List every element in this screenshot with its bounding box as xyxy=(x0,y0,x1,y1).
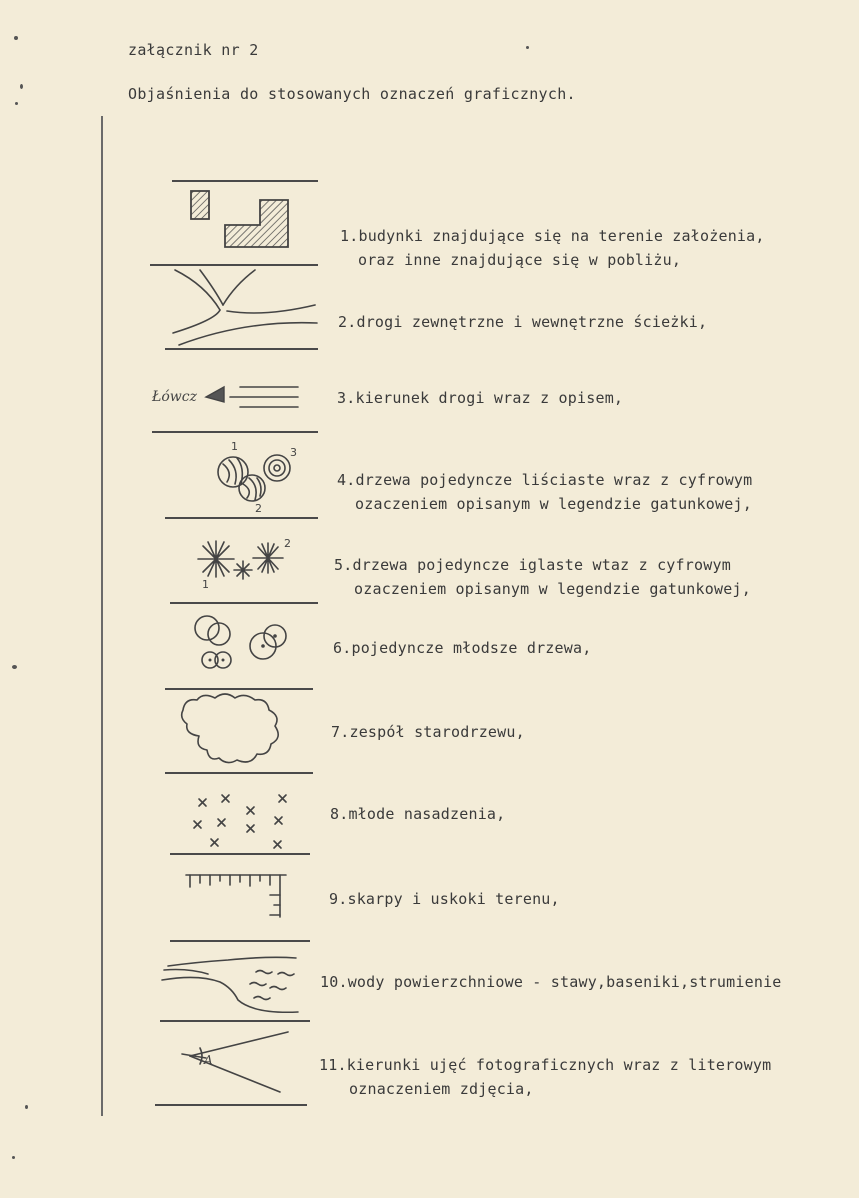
legend-item-4 xyxy=(337,468,752,516)
svg-text:A: A xyxy=(204,1053,213,1067)
annex-label: załącznik nr 2 xyxy=(128,41,259,59)
legend-item-2 xyxy=(338,310,707,334)
separator-line xyxy=(155,1104,307,1106)
road-direction-symbol xyxy=(148,375,308,415)
svg-text:3: 3 xyxy=(290,446,297,459)
legend-item-1 xyxy=(340,224,765,272)
slopes-symbol xyxy=(182,865,292,925)
legend-item-text: 11.kierunki ujęć fotograficznych wraz z literowym xyxy=(319,1056,772,1074)
legend-item-text: 10.wody powierzchniowe - stawy,baseniki,strumienie xyxy=(320,973,782,991)
legend-item-text: 2.drogi zewnętrzne i wewnętrzne ścieżki, xyxy=(338,313,708,331)
legend-item-text: 6.pojedyncze młodsze drzewa, xyxy=(333,639,592,657)
scan-speck xyxy=(14,36,18,40)
legend-item-text: oraz inne znajdujące się w pobliżu, xyxy=(358,251,682,269)
deciduous-trees-symbol xyxy=(205,440,305,520)
legend-item-text: ozaczeniem opisanym w legendzie gatunkowej, xyxy=(355,495,752,513)
legend-item-text: 1.budynki znajdujące się na terenie założenia, xyxy=(340,227,765,245)
legend-item-3 xyxy=(337,386,623,410)
svg-text:2: 2 xyxy=(255,502,262,515)
left-margin-rule xyxy=(101,116,103,1116)
young-plantings-symbol xyxy=(185,785,305,860)
svg-text:1: 1 xyxy=(202,578,209,591)
scan-speck xyxy=(12,1156,15,1159)
surface-water-symbol xyxy=(158,944,318,1024)
legend-item-text: 5.drzewa pojedyncze iglaste wtaz z cyfrowym xyxy=(334,556,731,574)
page-title: Objaśnienia do stosowanych oznaczeń graficznych. xyxy=(128,85,576,103)
scan-speck xyxy=(25,1105,28,1109)
separator-line xyxy=(170,602,318,604)
old-trees-group-symbol xyxy=(175,690,295,770)
legend-item-text: 3.kierunek drogi wraz z opisem, xyxy=(337,389,624,407)
svg-text:1: 1 xyxy=(231,440,238,453)
legend-item-6 xyxy=(333,636,591,660)
legend-item-text: 8.młode nasadzenia, xyxy=(330,805,506,823)
svg-text:2: 2 xyxy=(284,537,291,550)
legend-item-text: oznaczeniem zdjęcia, xyxy=(349,1080,534,1098)
buildings-symbol xyxy=(185,185,305,265)
scan-speck xyxy=(526,46,529,49)
scan-speck xyxy=(12,665,17,669)
separator-line xyxy=(152,431,318,433)
separator-line xyxy=(170,940,310,942)
separator-line xyxy=(165,772,313,774)
scan-speck xyxy=(20,84,23,89)
coniferous-trees-symbol xyxy=(188,533,298,593)
legend-item-text: 4.drzewa pojedyncze liściaste wraz z cyfrowym xyxy=(337,471,753,489)
legend-item-text: ozaczeniem opisanym w legendzie gatunkowej, xyxy=(354,580,751,598)
legend-item-8 xyxy=(330,802,505,826)
legend-item-text: 7.zespół starodrzewu, xyxy=(331,723,525,741)
legend-item-5 xyxy=(334,553,751,601)
legend-item-11 xyxy=(319,1053,771,1101)
photo-direction-symbol xyxy=(180,1030,310,1100)
scan-speck xyxy=(15,102,18,105)
legend-item-text: 9.skarpy i uskoki terenu, xyxy=(329,890,560,908)
separator-line xyxy=(172,180,318,182)
legend-item-9 xyxy=(329,887,560,911)
roads-symbol xyxy=(165,265,325,350)
legend-item-10 xyxy=(320,970,782,994)
legend-item-7 xyxy=(331,720,525,744)
svg-text:Łówcz: Łówcz xyxy=(152,389,197,405)
young-trees-symbol xyxy=(185,610,295,680)
